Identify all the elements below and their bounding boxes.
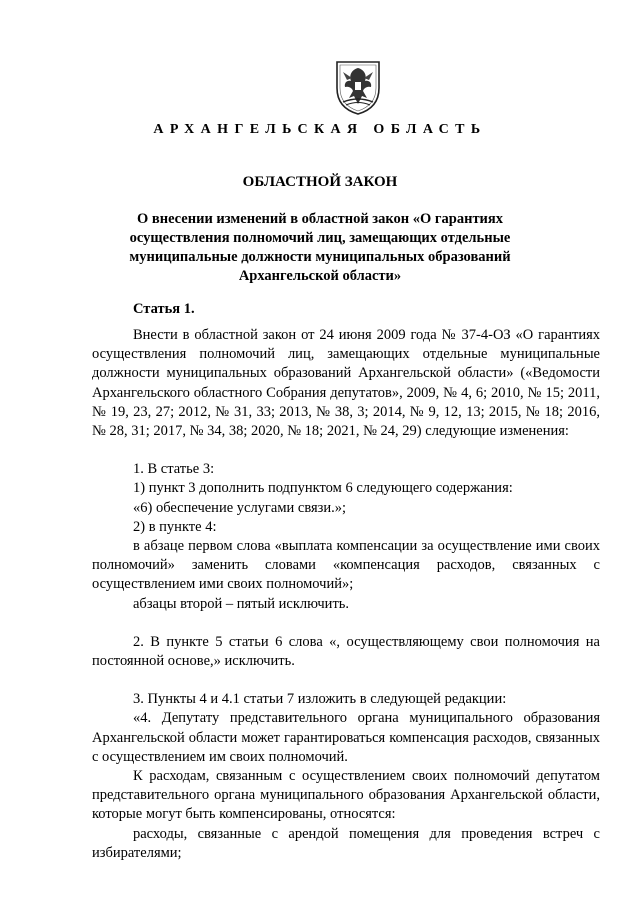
coat-of-arms-icon [331, 58, 385, 116]
paragraph-subitem: «6) обеспечение услугами связи.»; [133, 499, 347, 516]
paragraph-subitem: абзацы второй – пятый исключить. [133, 595, 350, 612]
paragraph-item-2: 2. В пункте 5 статьи 6 слова «, осуществляющему свои полномочия на постоянной основе,» исключить. [92, 633, 600, 670]
document-body [92, 326, 600, 863]
paragraph-subitem: «4. Депутату представительного органа муниципального образования Архангельской области может гарантироваться компенсация расходов, связанных с осуществлением им своих полномочий. [92, 710, 600, 765]
region-heading: АРХАНГЕЛЬСКАЯ ОБЛАСТЬ [153, 122, 487, 137]
document-type: ОБЛАСТНОЙ ЗАКОН [242, 174, 398, 190]
document-title: О внесении изменений в областной закон «О гарантиях осуществления полномочий лиц, замещающих отдельные муниципальные должности муниципальных образований Архангельской области» [129, 211, 511, 284]
paragraph-subitem: К расходам, связанным с осуществлением своих полномочий депутатом представительного органа муниципального образования Архангельской области, которые могут быть компенсированы, относятся: [92, 768, 600, 823]
paragraph-subitem: 2) в пункте 4: [133, 518, 217, 535]
paragraph-subitem: расходы, связанные с арендой помещения для проведения встреч с избирателями; [92, 825, 600, 861]
paragraph-item-3: 3. Пункты 4 и 4.1 статьи 7 изложить в следующей редакции: [133, 691, 507, 708]
paragraph-item-1: 1. В статье 3: [133, 461, 215, 478]
paragraph-subitem: 1) пункт 3 дополнить подпунктом 6 следующего содержания: [133, 480, 513, 497]
article-heading: Статья 1. [133, 301, 195, 317]
paragraph-intro: Внести в областной закон от 24 июня 2009 года № 37-4-ОЗ «О гарантиях осуществления полномочий лиц, замещающих отдельные муниципальные должности муниципальных образований Архангельской области» («Ведомости Архангельского областного Собрания депутатов», 2009, № 4, 6; 2010, № 15; 2011, № 19, 23, 27; 2012, № 31, 33; 2013, № 38, 3; 2014, № 9, 12, 13; 2015, № 18; 2016, № 28, 31; 2017, № 34, 38; 2020, № 18; 2021, № 24, 29) следующие изменения: [92, 327, 600, 440]
paragraph-subitem: в абзаце первом слова «выплата компенсации за осуществление ими своих полномочий» заменить словами «компенсация расходов, связанных с осуществлением ими своих полномочий»; [92, 538, 600, 593]
